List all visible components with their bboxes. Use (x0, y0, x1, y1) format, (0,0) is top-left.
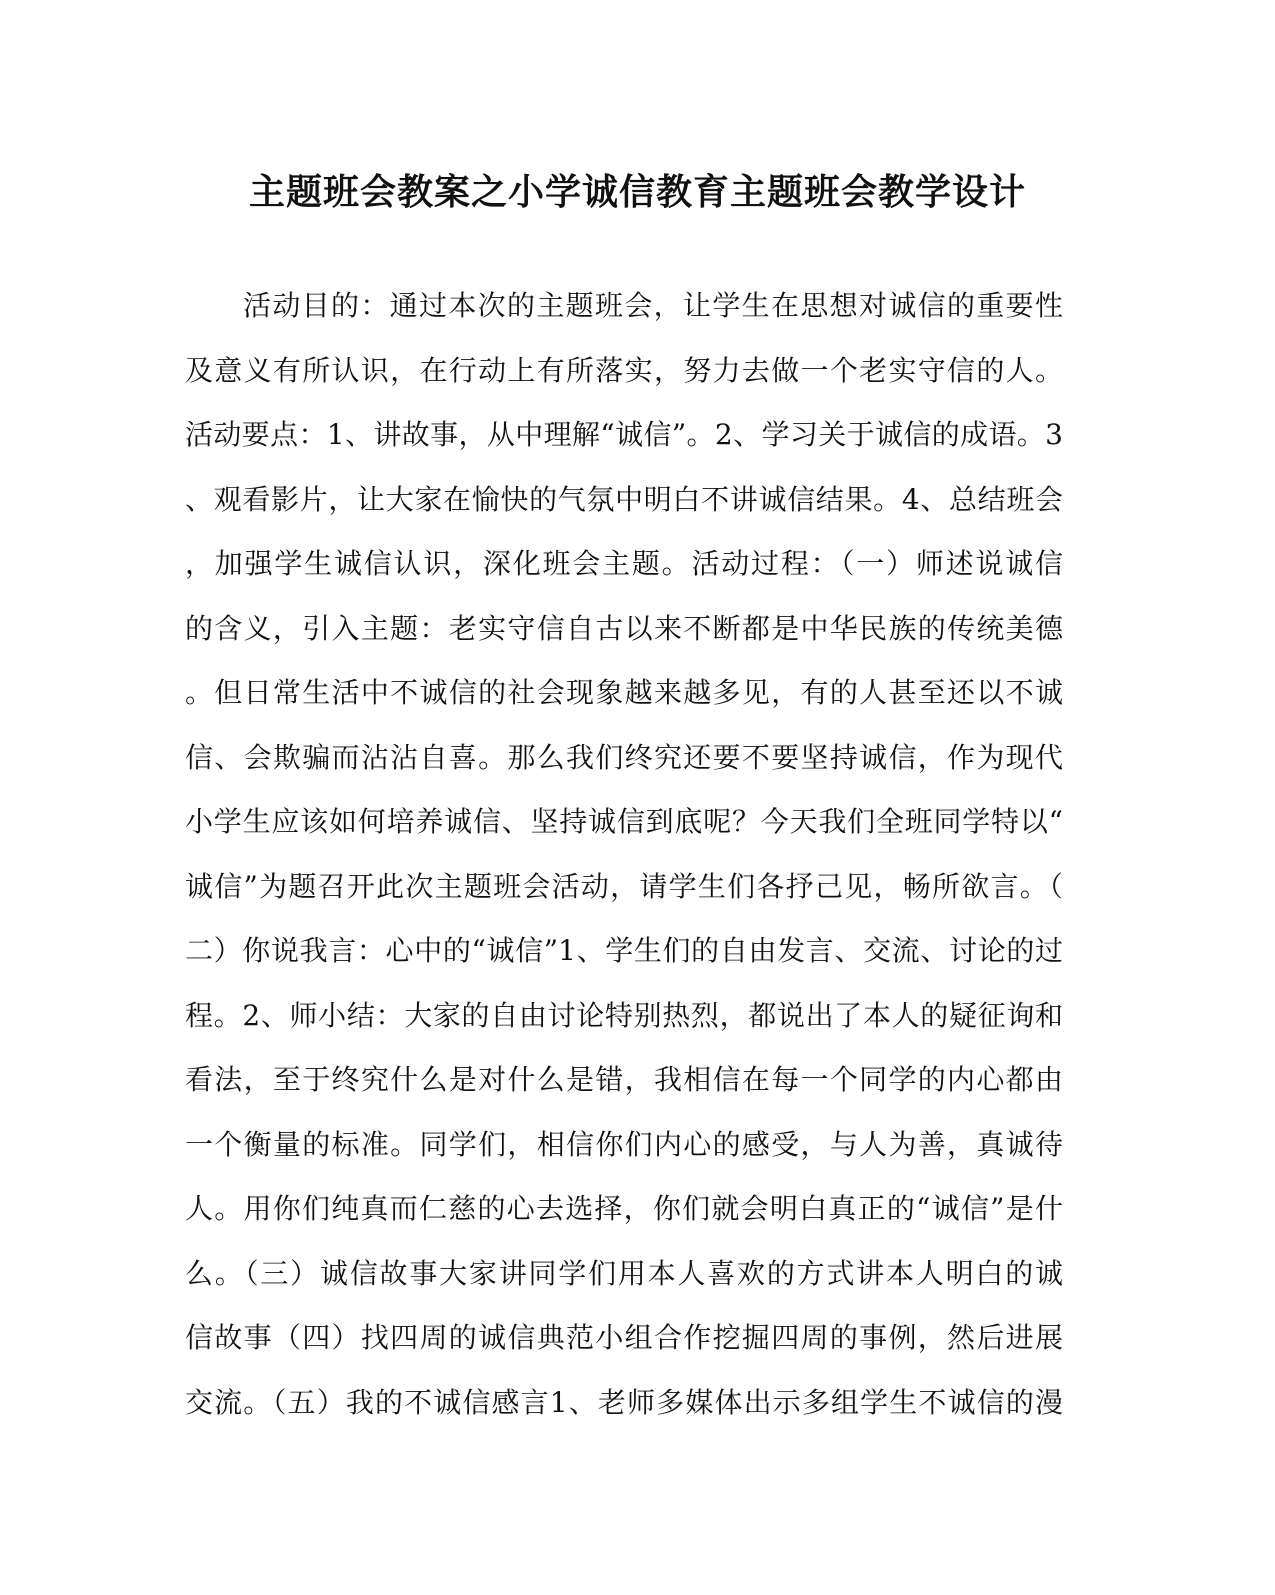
body-line: 信、会欺骗而沾沾自喜。那么我们终究还要不要坚持诚信，作为现代 (185, 740, 1063, 774)
document-body (185, 274, 1063, 1435)
body-line: 么。（三）诚信故事大家讲同学们用本人喜欢的方式讲本人明白的诚 (185, 1256, 1063, 1290)
body-line: 看法，至于终究什么是对什么是错，我相信在每一个同学的内心都由 (185, 1063, 1063, 1096)
body-line: 二）你说我言：心中的“诚信”1、学生们的自由发言、交流、讨论的过 (185, 934, 1063, 967)
body-line: 人。用你们纯真而仁慈的心去选择，你们就会明白真正的“诚信”是什 (185, 1192, 1063, 1225)
body-line: 小学生应该如何培养诚信、坚持诚信到底呢？今天我们全班同学特以“ (185, 805, 1063, 838)
body-line: 一个衡量的标准。同学们，相信你们内心的感受，与人为善，真诚待 (185, 1127, 1063, 1161)
body-line: 、观看影片，让大家在愉快的气氛中明白不讲诚信结果。4、总结班会 (185, 482, 1063, 516)
body-line: 活动目的：通过本次的主题班会，让学生在思想对诚信的重要性 (243, 289, 1063, 322)
body-line: 的含义，引入主题：老实守信自古以来不断都是中华民族的传统美德 (185, 611, 1063, 645)
body-line: 程。2、师小结：大家的自由讨论特别热烈，都说出了本人的疑征询和 (185, 998, 1063, 1032)
body-line: 交流。（五）我的不诚信感言1、老师多媒体出示多组学生不诚信的漫 (185, 1385, 1063, 1419)
body-line: 。但日常生活中不诚信的社会现象越来越多见，有的人甚至还以不诚 (185, 676, 1063, 709)
body-line: 诚信”为题召开此次主题班会活动，请学生们各抒己见，畅所欲言。（ (185, 869, 1063, 903)
body-line: 信故事（四）找四周的诚信典范小组合作挖掘四周的事例，然后进展 (185, 1321, 1063, 1354)
document-title: 主题班会教案之小学诚信教育主题班会教学设计 (248, 171, 1026, 213)
body-line: 活动要点：1、讲故事，从中理解“诚信”。2、学习关于诚信的成语。3 (185, 418, 1063, 451)
body-line: ，加强学生诚信认识，深化班会主题。活动过程：（一）师述说诚信 (185, 547, 1063, 580)
body-line: 及意义有所认识，在行动上有所落实，努力去做一个老实守信的人。 (185, 353, 1063, 387)
